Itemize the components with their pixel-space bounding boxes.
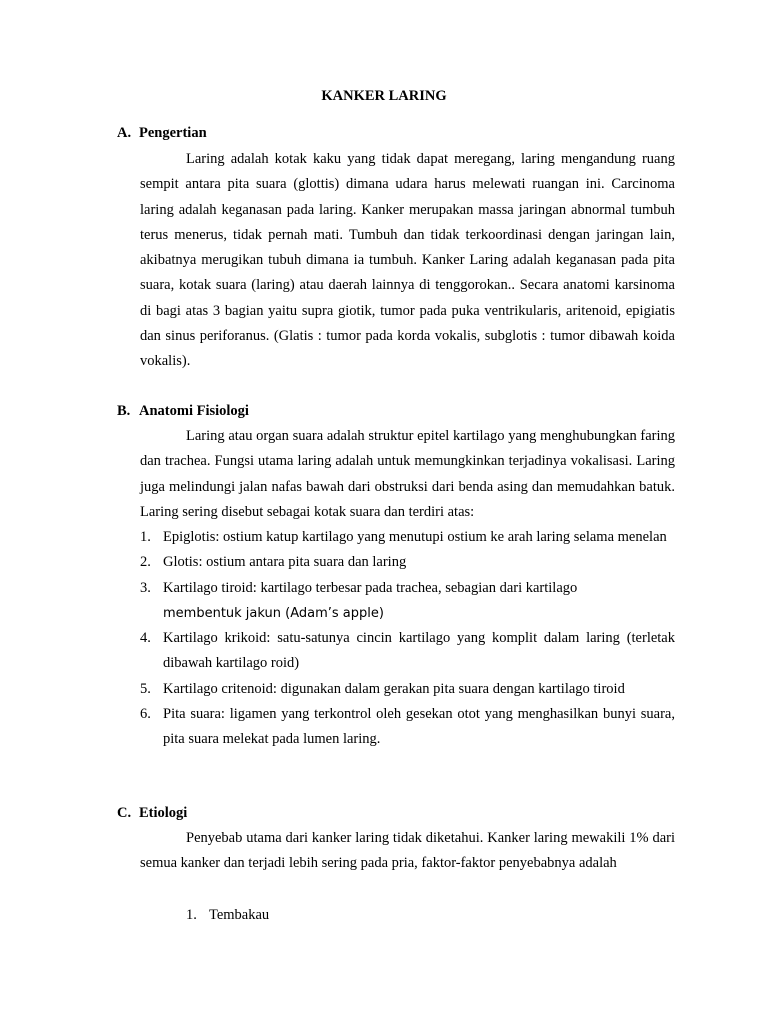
list-item (140, 550, 675, 575)
section-title: Anatomi Fisiologi (139, 403, 249, 419)
section-letter: B. (117, 403, 131, 419)
list-item (186, 904, 269, 926)
list-number: 3. (140, 579, 151, 596)
list-text-continuation: membentuk jakun (Adam’s apple) (163, 605, 384, 621)
list-text: Epiglotis: ostium katup kartilago yang menutupi ostium ke arah laring selama menelan (163, 529, 667, 545)
document-title: KANKER LARING (321, 88, 447, 104)
section-letter: A. (117, 125, 132, 141)
section-heading-etiologi (117, 805, 187, 822)
list-number: 6. (140, 706, 151, 723)
list-item (140, 525, 675, 550)
paragraph-text: Laring adalah kotak kaku yang tidak dapat meregang, laring mengandung ruang sempit antara pita suara (glottis) dimana udara harus melewati ruangan ini. Carcinoma laring adalah keganasan pada laring. Kanker merupakan massa jaringan abnormal tumbuh terus menerus, tidak pernah mati. Tumbuh dan tidak terkoordinasi dengan jaringan lain, akibatnya merugikan tubuh dimana ia tumbuh. Kanker Laring adalah keganasan pada pita suara, kotak suara (laring) atau daerah lainnya di tenggorokan.. Secara anatomi karsinoma di bagi atas 3 bagian yaitu supra giotik, tumor pada puka ventrikularis, aritenoid, epigiatis dan sinus periforanus. (Glatis : tumor pada korda vokalis, subglotis : tumor dibawah koida vokalis). (140, 151, 675, 370)
etiology-list (186, 904, 269, 926)
section-letter: C. (117, 805, 132, 821)
list-number: 2. (140, 554, 151, 571)
list-item (140, 626, 675, 677)
list-item (140, 576, 675, 627)
list-item (140, 677, 675, 702)
paragraph-etiologi (140, 826, 675, 877)
list-number: 5. (140, 680, 151, 697)
anatomy-list (140, 525, 675, 753)
paragraph-anatomi-fisiologi (140, 424, 675, 525)
list-text: Tembakau (209, 907, 270, 923)
list-number: 4. (140, 630, 151, 647)
paragraph-text: Laring atau organ suara adalah struktur epitel kartilago yang menghubungkan faring dan trachea. Fungsi utama laring adalah untuk memungkinkan terjadinya vokalisasi. Laring juga melindungi jalan nafas bawah dari obstruksi dari benda asing dan memudahkan batuk. Laring sering disebut sebagai kotak suara dan terdiri atas: (140, 428, 675, 520)
list-text: Kartilago tiroid: kartilago terbesar pada trachea, sebagian dari kartilago (163, 579, 578, 596)
list-text: Glotis: ostium antara pita suara dan laring (163, 554, 407, 571)
list-number: 1. (186, 907, 197, 923)
list-text: Kartilago krikoid: satu-satunya cincin kartilago yang komplit dalam laring (terletak dibawah kartilago roid) (163, 630, 675, 672)
paragraph-text: Penyebab utama dari kanker laring tidak diketahui. Kanker laring mewakili 1% dari semua kanker dan terjadi lebih sering pada pria, faktor-faktor penyebabnya adalah (140, 830, 675, 872)
section-title: Pengertian (139, 125, 207, 141)
list-number: 1. (140, 529, 151, 545)
section-heading-pengertian (117, 125, 207, 142)
list-text: Pita suara: ligamen yang terkontrol oleh gesekan otot yang menghasilkan bunyi suara, pita suara melekat pada lumen laring. (163, 706, 675, 748)
list-item (140, 702, 675, 753)
list-text: Kartilago critenoid: digunakan dalam gerakan pita suara dengan kartilago tiroid (163, 680, 625, 697)
paragraph-pengertian (140, 147, 675, 375)
section-heading-anatomi-fisiologi (117, 403, 249, 420)
section-title: Etiologi (139, 805, 188, 821)
